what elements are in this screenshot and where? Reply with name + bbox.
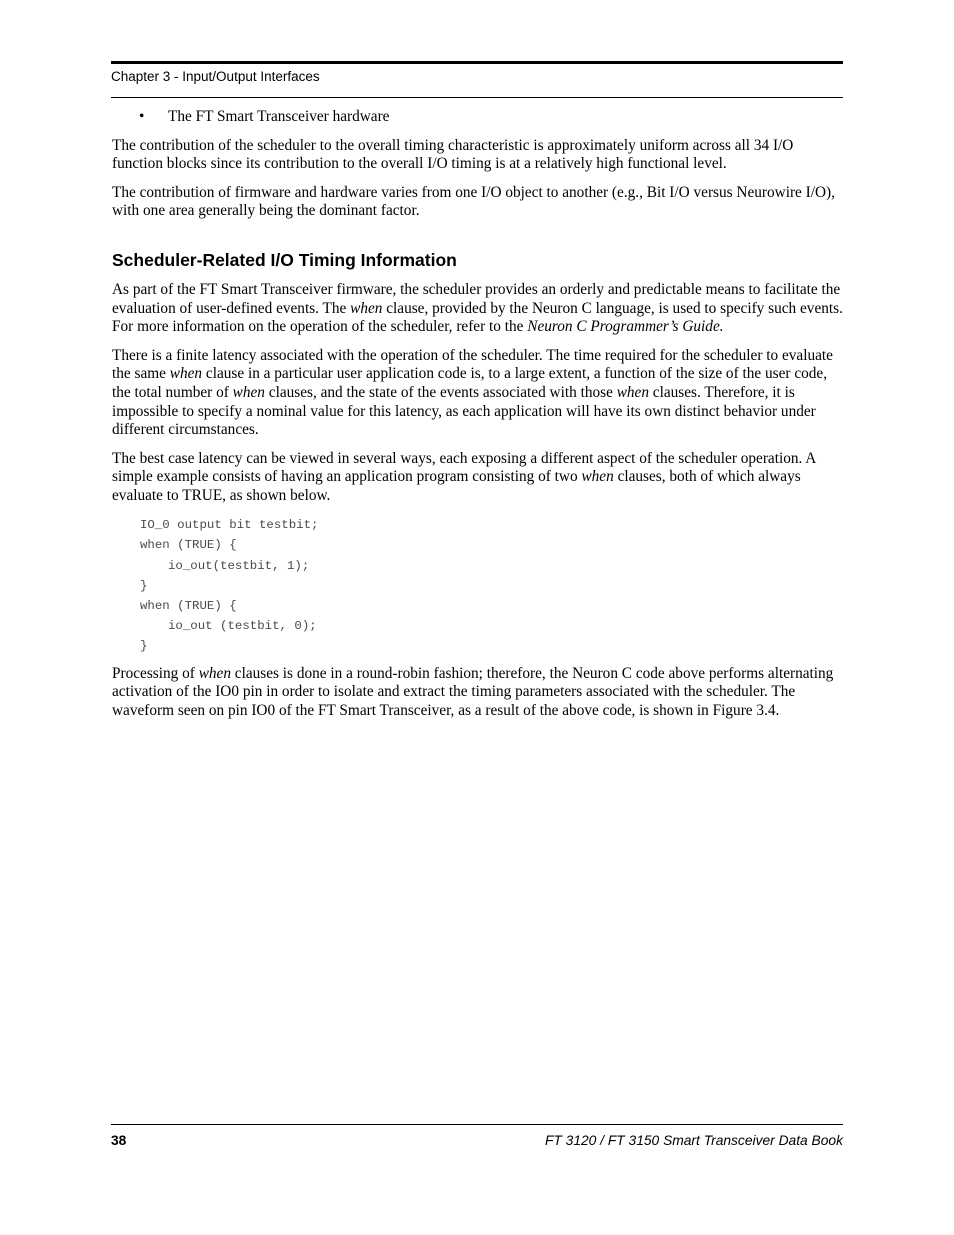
header-rule-thin: [111, 97, 843, 98]
page-number: 38: [111, 1133, 127, 1148]
code-block: [140, 515, 844, 656]
page-body: [112, 108, 844, 730]
footer-rule: [111, 1124, 843, 1125]
book-title: FT 3120 / FT 3150 Smart Transceiver Data Book: [544, 1133, 843, 1148]
section-title: Scheduler-Related I/O Timing Information: [112, 250, 457, 271]
header-rule-thick: [111, 61, 843, 64]
paragraph-latency: There is a finite latency associated with the operation of the scheduler. The time required for the scheduler to evaluate the same when clause in a particular user application code is, to a large extent, a function of the size of the user code, the total number of when clauses, and the state of the events associated with those when clauses. Therefore, it is impossible to specify a nominal value for this latency, as each application will have its own distinct behavior under different circumstances.: [112, 346, 833, 439]
bullet-text: The FT Smart Transceiver hardware: [168, 108, 390, 125]
bullet-icon: •: [139, 108, 145, 125]
chapter-header: Chapter 3 - Input/Output Interfaces: [111, 69, 320, 84]
code-line: io_out (testbit, 0);: [168, 619, 317, 634]
bullet-item: [112, 108, 844, 127]
paragraph-round-robin: Processing of when clauses is done in a round-robin fashion; therefore, the Neuron C code above performs alternating activation of the IO0 pin in order to isolate and extract the timing parameters associated with the scheduler. The waveform seen on pin IO0 of the FT Smart Transceiver, as a result of the above code, is shown in Figure 3.4.: [112, 664, 834, 720]
code-line: }: [140, 639, 148, 654]
code-line: }: [140, 578, 148, 593]
paragraph-scheduler-intro: As part of the FT Smart Transceiver firmware, the scheduler provides an orderly and predictable means to facilitate the evaluation of user-defined events. The when clause, provided by the Neuron C language, is used to specify such events. For more information on the operation of the scheduler, refer to the Neuron C Programmer’s Guide.: [112, 281, 843, 336]
paragraph-firmware-hardware: The contribution of firmware and hardware varies from one I/O object to another (e.g., Bit I/O versus Neurowire I/O), with one area generally being the dominant factor.: [112, 183, 835, 220]
code-line: when (TRUE) {: [140, 538, 237, 553]
paragraph-best-case: The best case latency can be viewed in several ways, each exposing a different aspect of the scheduler operation. A simple example consists of having an application program consisting of two when clauses, both of which always evaluate to TRUE, as shown below.: [112, 449, 816, 505]
paragraph-scheduler-contribution: The contribution of the scheduler to the overall timing characteristic is approximately uniform across all 34 I/O function blocks since its contribution to the overall I/O timing is at a relatively high functional level.: [112, 136, 794, 173]
code-line: IO_0 output bit testbit;: [140, 518, 319, 533]
code-line: when (TRUE) {: [140, 599, 237, 614]
code-line: io_out(testbit, 1);: [168, 558, 310, 573]
